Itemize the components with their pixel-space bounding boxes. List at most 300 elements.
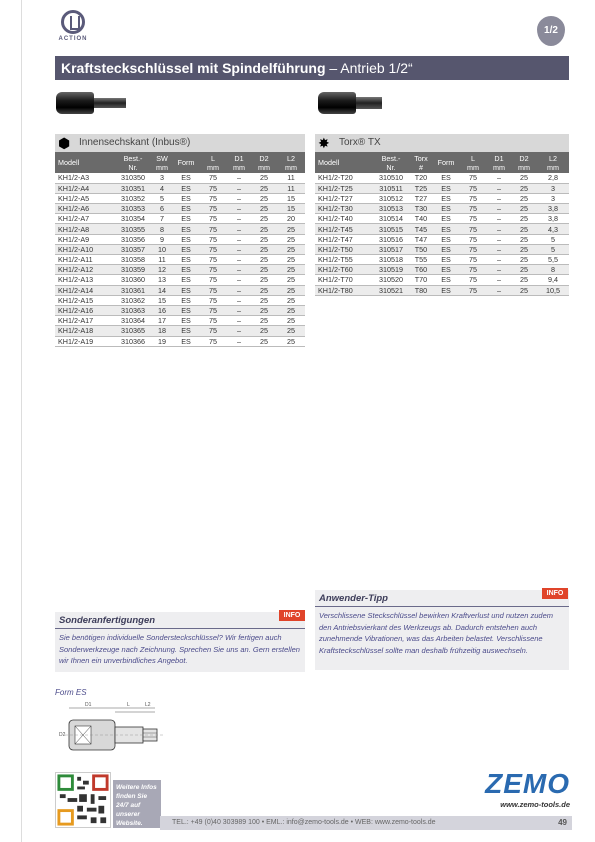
table-cell: 75: [199, 173, 227, 183]
column-header-line1: L2: [549, 153, 557, 163]
column-header-line2: mm: [547, 162, 559, 172]
qr-module: [77, 787, 85, 790]
table-cell: 75: [199, 224, 227, 234]
footer-contact: TEL.: +49 (0)40 303989 100 • EML.: info@zemo-tools.de • WEB: www.zemo-tools.de: [172, 819, 436, 826]
anwender-tipp-title: Anwender-Tipp: [315, 590, 569, 607]
table-cell: 15: [277, 193, 305, 203]
table-cell: KH1/2-A12: [55, 265, 115, 275]
table-cell: 8: [537, 265, 569, 275]
table-cell: 25: [511, 285, 537, 295]
table-cell: 310360: [115, 275, 151, 285]
form-es-technical-drawing: [55, 700, 193, 762]
table-cell: 75: [459, 183, 487, 193]
table-cell: –: [487, 244, 511, 254]
form-es-label: Form ES: [55, 688, 87, 697]
column-header-line1: L: [471, 153, 475, 163]
column-header: [227, 152, 251, 173]
table-cell: KH1/2-T50: [315, 244, 373, 254]
table-cell: 25: [277, 234, 305, 244]
column-header: [409, 152, 433, 173]
table-cell: 25: [251, 234, 277, 244]
column-header-line1: D1: [234, 153, 244, 163]
table-row: [55, 275, 305, 285]
table-cell: KH1/2-T60: [315, 265, 373, 275]
table-cell: 13: [151, 275, 173, 285]
table-cell: –: [487, 173, 511, 183]
table-cell: 25: [251, 204, 277, 214]
table-cell: KH1/2-T40: [315, 214, 373, 224]
table-cell: 8: [151, 224, 173, 234]
table-cell: 5,5: [537, 255, 569, 265]
table-row: [315, 193, 569, 203]
column-header: [487, 152, 511, 173]
qr-module: [60, 794, 66, 798]
action-logo-text: ACTION: [58, 36, 88, 42]
table-row: [55, 234, 305, 244]
table-cell: 310354: [115, 214, 151, 224]
table-cell: 25: [277, 265, 305, 275]
table-cell: T45: [409, 224, 433, 234]
table-cell: KH1/2-T27: [315, 193, 373, 203]
table-cell: 310516: [373, 234, 409, 244]
dimension-label-l2: L2: [145, 702, 151, 708]
table-cell: –: [227, 183, 251, 193]
table-cell: 310365: [115, 326, 151, 336]
qr-module: [98, 796, 106, 800]
table-cell: 75: [199, 265, 227, 275]
table-cell: T27: [409, 193, 433, 203]
column-header-line2: mm: [285, 162, 297, 172]
table-cell: –: [227, 224, 251, 234]
table-cell: 3,8: [537, 214, 569, 224]
sonderanfertigungen-info-tag: INFO: [279, 610, 305, 621]
table-cell: 75: [199, 255, 227, 265]
table-cell: ES: [173, 275, 199, 285]
table-cell: –: [487, 193, 511, 203]
sonderanfertigungen-box: [55, 612, 305, 672]
table-cell: 25: [511, 255, 537, 265]
qr-finder-pattern: [94, 776, 108, 790]
footer-contact-bar: [160, 816, 572, 830]
table-cell: ES: [173, 183, 199, 193]
table-cell: ES: [173, 214, 199, 224]
column-header-line1: L: [211, 153, 215, 163]
table-row: [55, 244, 305, 254]
torx-socket-image: [318, 92, 388, 114]
table-cell: KH1/2-A16: [55, 305, 115, 315]
table-cell: 310521: [373, 285, 409, 295]
table-cell: 25: [251, 316, 277, 326]
table-cell: KH1/2-A8: [55, 224, 115, 234]
table-cell: KH1/2-T45: [315, 224, 373, 234]
table-cell: KH1/2-A9: [55, 234, 115, 244]
table-cell: 6: [151, 204, 173, 214]
table-cell: –: [487, 224, 511, 234]
anwender-tipp-box: [315, 590, 569, 670]
table-cell: 17: [151, 316, 173, 326]
column-header-line1: SW: [156, 153, 168, 163]
table-cell: 25: [277, 305, 305, 315]
table-cell: 310366: [115, 336, 151, 346]
table-cell: –: [487, 265, 511, 275]
torx-section-title: Torx® TX: [339, 137, 381, 148]
table-cell: 25: [511, 244, 537, 254]
table-cell: 25: [251, 326, 277, 336]
table-row: [55, 224, 305, 234]
table-cell: –: [227, 234, 251, 244]
table-cell: 310518: [373, 255, 409, 265]
qr-module: [83, 781, 89, 785]
anwender-tipp-info-tag: INFO: [542, 588, 568, 599]
qr-module: [77, 777, 81, 781]
qr-module: [77, 806, 83, 812]
dimension-label-d2: D2: [59, 732, 66, 738]
table-cell: 310358: [115, 255, 151, 265]
column-header: [251, 152, 277, 173]
table-row: [55, 204, 305, 214]
table-cell: 310357: [115, 244, 151, 254]
column-header-line1: Modell: [58, 158, 80, 167]
table-cell: KH1/2-T30: [315, 204, 373, 214]
table-cell: ES: [433, 285, 459, 295]
table-cell: 11: [151, 255, 173, 265]
table-cell: 25: [251, 265, 277, 275]
table-cell: T70: [409, 275, 433, 285]
table-cell: 75: [199, 305, 227, 315]
qr-module: [87, 808, 97, 812]
table-cell: –: [487, 214, 511, 224]
table-cell: 4,3: [537, 224, 569, 234]
table-cell: 25: [251, 305, 277, 315]
table-cell: KH1/2-A17: [55, 316, 115, 326]
table-cell: 25: [251, 244, 277, 254]
table-cell: KH1/2-A14: [55, 285, 115, 295]
column-header: [173, 152, 199, 173]
table-cell: 25: [277, 224, 305, 234]
table-cell: –: [227, 275, 251, 285]
table-row: [55, 305, 305, 315]
table-cell: ES: [173, 234, 199, 244]
table-row: [315, 173, 569, 183]
table-cell: 75: [199, 193, 227, 203]
table-cell: 75: [459, 173, 487, 183]
table-cell: 9,4: [537, 275, 569, 285]
table-cell: 75: [199, 244, 227, 254]
table-cell: KH1/2-T55: [315, 255, 373, 265]
sonderanfertigungen-text: Sie benötigen individuelle Sondersteckschlüssel? Wir fertigen auch Sonderwerkzeuge nach Zeichnung. Sprechen Sie uns an. Gern erstellen wir Ihnen ein unverbindliches Angebot.: [59, 633, 300, 665]
table-cell: 75: [199, 275, 227, 285]
table-cell: 25: [511, 183, 537, 193]
table-cell: ES: [173, 204, 199, 214]
table-cell: 10: [151, 244, 173, 254]
table-row: [55, 316, 305, 326]
column-header-line1: D2: [519, 153, 529, 163]
table-cell: 25: [251, 285, 277, 295]
table-cell: KH1/2-T47: [315, 234, 373, 244]
table-cell: ES: [173, 255, 199, 265]
hex-section-title: Innensechskant (Inbus®): [79, 137, 191, 148]
table-row: [55, 173, 305, 183]
column-header-line1: Torx: [414, 153, 428, 163]
column-header: [277, 152, 305, 173]
table-cell: 25: [251, 275, 277, 285]
table-cell: ES: [173, 316, 199, 326]
page-title-drive: – Antrieb 1/2“: [325, 60, 413, 76]
table-cell: 25: [251, 295, 277, 305]
table-cell: –: [227, 265, 251, 275]
table-cell: T47: [409, 234, 433, 244]
qr-module: [79, 794, 87, 802]
column-header-line1: Form: [177, 158, 195, 167]
table-cell: 310515: [373, 224, 409, 234]
page-margin-strip: [0, 0, 22, 842]
column-header-line1: D2: [259, 153, 269, 163]
table-cell: 75: [199, 316, 227, 326]
qr-module: [98, 806, 104, 814]
table-cell: 310511: [373, 183, 409, 193]
table-cell: 25: [251, 224, 277, 234]
table-cell: ES: [173, 173, 199, 183]
table-row: [55, 326, 305, 336]
table-cell: 25: [251, 173, 277, 183]
dimension-label-l: L: [127, 702, 130, 708]
table-row: [55, 265, 305, 275]
action-logo-icon: [61, 10, 85, 34]
table-cell: 75: [459, 265, 487, 275]
table-cell: 310510: [373, 173, 409, 183]
table-cell: 310364: [115, 316, 151, 326]
table-cell: KH1/2-A19: [55, 336, 115, 346]
table-cell: 310512: [373, 193, 409, 203]
table-cell: KH1/2-A6: [55, 204, 115, 214]
table-cell: ES: [433, 183, 459, 193]
table-cell: 25: [511, 173, 537, 183]
column-header-line1: Best.-: [123, 153, 143, 163]
table-cell: 25: [511, 234, 537, 244]
qr-finder-pattern: [59, 776, 72, 790]
table-cell: ES: [433, 224, 459, 234]
page-number: 49: [558, 818, 567, 827]
table-cell: 5: [537, 244, 569, 254]
table-cell: 25: [251, 255, 277, 265]
table-cell: ES: [433, 204, 459, 214]
table-cell: KH1/2-A4: [55, 183, 115, 193]
table-cell: –: [227, 255, 251, 265]
column-header-line1: Form: [437, 158, 455, 167]
table-cell: ES: [173, 265, 199, 275]
table-cell: KH1/2-A5: [55, 193, 115, 203]
drawing-shaft: [115, 727, 143, 743]
column-header-line2: mm: [467, 162, 479, 172]
table-cell: ES: [433, 214, 459, 224]
torx-section-heading: [315, 134, 569, 152]
table-row: [55, 336, 305, 346]
table-row: [55, 285, 305, 295]
table-cell: 25: [277, 316, 305, 326]
table-cell: 25: [277, 336, 305, 346]
table-cell: –: [227, 316, 251, 326]
column-header-line1: D1: [494, 153, 504, 163]
zemo-url[interactable]: www.zemo-tools.de: [500, 800, 570, 809]
table-cell: 25: [511, 204, 537, 214]
column-header: [115, 152, 151, 173]
hex-section-heading: [55, 134, 305, 152]
column-header-line2: mm: [207, 162, 219, 172]
table-cell: ES: [433, 265, 459, 275]
table-cell: 310514: [373, 214, 409, 224]
torx-socket-body: [318, 92, 356, 114]
column-header-line2: Nr.: [386, 162, 396, 172]
table-cell: 10,5: [537, 285, 569, 295]
table-row: [55, 193, 305, 203]
table-cell: ES: [433, 275, 459, 285]
table-cell: ES: [173, 295, 199, 305]
table-row: [315, 204, 569, 214]
qr-module: [91, 817, 97, 823]
table-row: [315, 244, 569, 254]
table-cell: KH1/2-T20: [315, 173, 373, 183]
table-cell: 25: [251, 336, 277, 346]
table-cell: –: [227, 244, 251, 254]
table-cell: –: [227, 204, 251, 214]
column-header: [537, 152, 569, 173]
table-cell: KH1/2-A11: [55, 255, 115, 265]
table-cell: KH1/2-T70: [315, 275, 373, 285]
table-cell: 25: [251, 214, 277, 224]
table-cell: 25: [277, 275, 305, 285]
table-cell: 75: [199, 326, 227, 336]
table-row: [315, 183, 569, 193]
column-header: [433, 152, 459, 173]
hex-socket-body: [56, 92, 94, 114]
column-header-line2: mm: [518, 162, 530, 172]
table-cell: 75: [459, 234, 487, 244]
table-cell: 5: [537, 234, 569, 244]
qr-finder-pattern: [59, 811, 72, 825]
table-cell: 5: [151, 193, 173, 203]
table-cell: 9: [151, 234, 173, 244]
column-header-line2: #: [419, 162, 423, 172]
qr-module: [100, 817, 106, 823]
table-row: [315, 265, 569, 275]
qr-code[interactable]: [55, 772, 111, 828]
column-header: [151, 152, 173, 173]
table-cell: 25: [277, 285, 305, 295]
table-cell: –: [487, 204, 511, 214]
table-cell: KH1/2-T25: [315, 183, 373, 193]
zemo-logo: ZEMO: [485, 768, 570, 799]
anwender-tipp-text: Verschlissene Steckschlüssel bewirken Kraftverlust und nutzen zudem den Antriebsvierkant des Werkzeugs ab. Dadurch entstehen auch zunehmende Vibrationen, was das Arbeiten belastet. Verschlissene Kraftsteckschlüssel sollte man deshalb frühzeitig auswechseln.: [319, 611, 554, 655]
column-header-line2: mm: [233, 162, 245, 172]
page-badge: 1/2: [537, 16, 565, 46]
table-cell: 16: [151, 305, 173, 315]
table-header-row: [315, 152, 569, 173]
table-cell: 18: [151, 326, 173, 336]
table-cell: ES: [433, 193, 459, 203]
table-cell: 25: [511, 193, 537, 203]
table-cell: 15: [277, 204, 305, 214]
hex-socket-image: [56, 92, 126, 114]
table-row: [315, 255, 569, 265]
table-cell: 75: [199, 285, 227, 295]
table-row: [55, 295, 305, 305]
torx-product-table: [315, 152, 569, 296]
torx-socket-bit: [356, 97, 382, 109]
qr-module: [68, 798, 78, 802]
table-cell: KH1/2-A15: [55, 295, 115, 305]
table-cell: 75: [199, 204, 227, 214]
table-cell: 75: [199, 183, 227, 193]
table-row: [315, 214, 569, 224]
table-cell: –: [227, 295, 251, 305]
hexagon-socket-icon: ⬢: [58, 135, 71, 151]
table-row: [315, 224, 569, 234]
table-cell: KH1/2-T80: [315, 285, 373, 295]
table-cell: KH1/2-A3: [55, 173, 115, 183]
table-cell: 75: [459, 224, 487, 234]
table-cell: 12: [151, 265, 173, 275]
table-cell: ES: [173, 336, 199, 346]
qr-module: [91, 794, 95, 804]
column-header-line1: Modell: [318, 158, 340, 167]
table-row: [315, 275, 569, 285]
table-cell: 15: [151, 295, 173, 305]
table-cell: 25: [511, 265, 537, 275]
table-cell: 25: [251, 193, 277, 203]
table-cell: 20: [277, 214, 305, 224]
table-cell: 310356: [115, 234, 151, 244]
table-cell: 25: [511, 275, 537, 285]
table-cell: 3: [537, 193, 569, 203]
table-cell: –: [227, 326, 251, 336]
table-row: [55, 214, 305, 224]
page-title: [55, 56, 569, 80]
table-cell: 25: [511, 224, 537, 234]
table-cell: 310362: [115, 295, 151, 305]
table-cell: T40: [409, 214, 433, 224]
table-cell: 310350: [115, 173, 151, 183]
table-cell: 310520: [373, 275, 409, 285]
table-header-row: [55, 152, 305, 173]
column-header-line1: Best.-: [381, 153, 401, 163]
table-cell: T50: [409, 244, 433, 254]
table-cell: –: [487, 183, 511, 193]
table-cell: 25: [277, 244, 305, 254]
table-cell: T60: [409, 265, 433, 275]
table-cell: 11: [277, 173, 305, 183]
hex-product-table: [55, 152, 305, 347]
column-header: [459, 152, 487, 173]
table-cell: 310361: [115, 285, 151, 295]
column-header-line2: mm: [258, 162, 270, 172]
table-cell: 310517: [373, 244, 409, 254]
column-header: [373, 152, 409, 173]
table-cell: ES: [433, 173, 459, 183]
table-cell: T30: [409, 204, 433, 214]
table-cell: ES: [173, 193, 199, 203]
table-row: [315, 234, 569, 244]
table-cell: T25: [409, 183, 433, 193]
table-cell: 310359: [115, 265, 151, 275]
table-cell: 310353: [115, 204, 151, 214]
table-cell: 2,8: [537, 173, 569, 183]
table-cell: 75: [459, 214, 487, 224]
zemo-brand: [474, 770, 570, 809]
table-cell: 310355: [115, 224, 151, 234]
action-logo: [56, 10, 90, 50]
table-cell: 3: [151, 173, 173, 183]
table-cell: –: [487, 275, 511, 285]
